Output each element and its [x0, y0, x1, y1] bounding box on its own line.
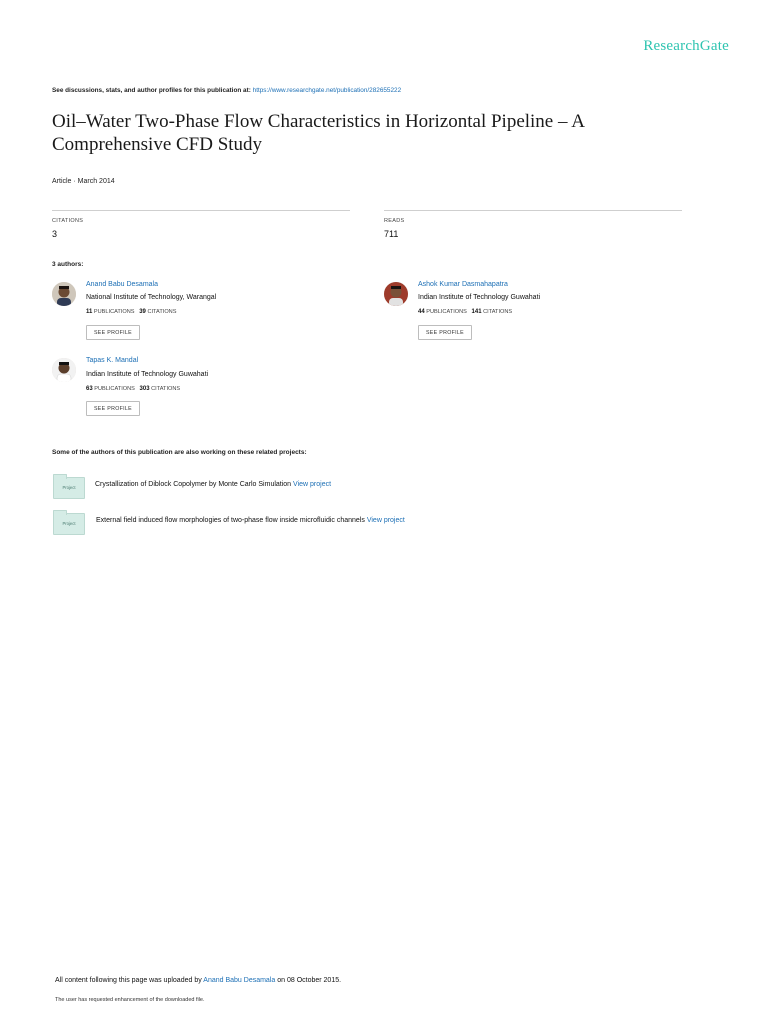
see-discussions-text: See discussions, stats, and author profiles for this publication at:: [52, 87, 251, 94]
enhancement-note: The user has requested enhancement of the downloaded file.: [55, 997, 205, 1003]
project-icon-label: Project: [62, 485, 76, 490]
view-project-link[interactable]: View project: [293, 481, 332, 488]
upload-note: [55, 977, 341, 984]
reads-divider: [384, 210, 682, 211]
author-citations-label: CITATIONS: [483, 309, 513, 315]
uploader-link[interactable]: Anand Babu Desamala: [203, 977, 276, 984]
citations-label: CITATIONS: [52, 218, 84, 224]
project-folder-icon[interactable]: [53, 513, 85, 535]
author-stats: [86, 309, 176, 315]
author-institution: Indian Institute of Technology Guwahati: [86, 371, 209, 378]
author-photo-icon: [52, 358, 76, 382]
author-name-link[interactable]: Tapas K. Mandal: [86, 357, 139, 364]
project-folder-icon[interactable]: [53, 477, 85, 499]
author-institution: Indian Institute of Technology Guwahati: [418, 294, 541, 301]
researchgate-logo[interactable]: ResearchGate: [643, 38, 729, 54]
view-project-link[interactable]: View project: [366, 517, 405, 524]
author-avatar[interactable]: [384, 282, 408, 306]
author-publications-count: 63: [86, 386, 93, 392]
author-avatar[interactable]: [52, 358, 76, 382]
author-citations-count: 303: [139, 386, 150, 392]
author-citations-label: CITATIONS: [151, 386, 181, 392]
author-citations-count: 39: [139, 309, 146, 315]
citations-value: 3: [52, 229, 58, 239]
see-profile-button[interactable]: SEE PROFILE: [418, 325, 472, 340]
author-name-link[interactable]: Ashok Kumar Dasmahapatra: [418, 281, 508, 288]
project-item: [95, 481, 331, 488]
publication-title: Oil–Water Two-Phase Flow Characteristics in Horizontal Pipeline – A Comprehensive CFD Study: [52, 111, 584, 155]
project-item: [96, 517, 405, 524]
author-publications-count: 44: [418, 309, 425, 315]
project-title: External field induced flow morphologies of two-phase flow inside microfluidic channels: [96, 517, 365, 524]
see-discussions-line: [52, 87, 401, 94]
publication-url-link[interactable]: https://www.researchgate.net/publication/282655222: [252, 87, 402, 94]
author-name-link[interactable]: Anand Babu Desamala: [86, 281, 158, 288]
publication-meta: Article · March 2014: [52, 178, 115, 185]
author-publications-label: PUBLICATIONS: [93, 309, 135, 315]
author-citations-count: 141: [471, 309, 482, 315]
related-projects-heading: Some of the authors of this publication are also working on these related projects:: [52, 449, 307, 456]
citations-divider: [52, 210, 350, 211]
author-avatar[interactable]: [52, 282, 76, 306]
author-institution: National Institute of Technology, Warangal: [86, 294, 217, 301]
project-title: Crystallization of Diblock Copolymer by Monte Carlo Simulation: [95, 481, 292, 488]
author-stats: [418, 309, 512, 315]
author-stats: [86, 386, 180, 392]
project-icon-label: Project: [62, 521, 76, 526]
upload-suffix: on 08 October 2015.: [277, 977, 342, 984]
upload-prefix: All content following this page was uploaded by: [55, 977, 202, 984]
author-citations-label: CITATIONS: [147, 309, 177, 315]
author-publications-count: 11: [86, 309, 93, 315]
author-publications-label: PUBLICATIONS: [426, 309, 467, 315]
see-profile-button[interactable]: SEE PROFILE: [86, 401, 140, 416]
author-photo-icon: [384, 282, 408, 306]
reads-label: READS: [384, 218, 405, 224]
see-profile-button[interactable]: SEE PROFILE: [86, 325, 140, 340]
reads-value: 711: [384, 229, 399, 239]
author-photo-icon: [52, 282, 76, 306]
authors-heading: 3 authors:: [52, 261, 84, 268]
author-publications-label: PUBLICATIONS: [94, 386, 135, 392]
